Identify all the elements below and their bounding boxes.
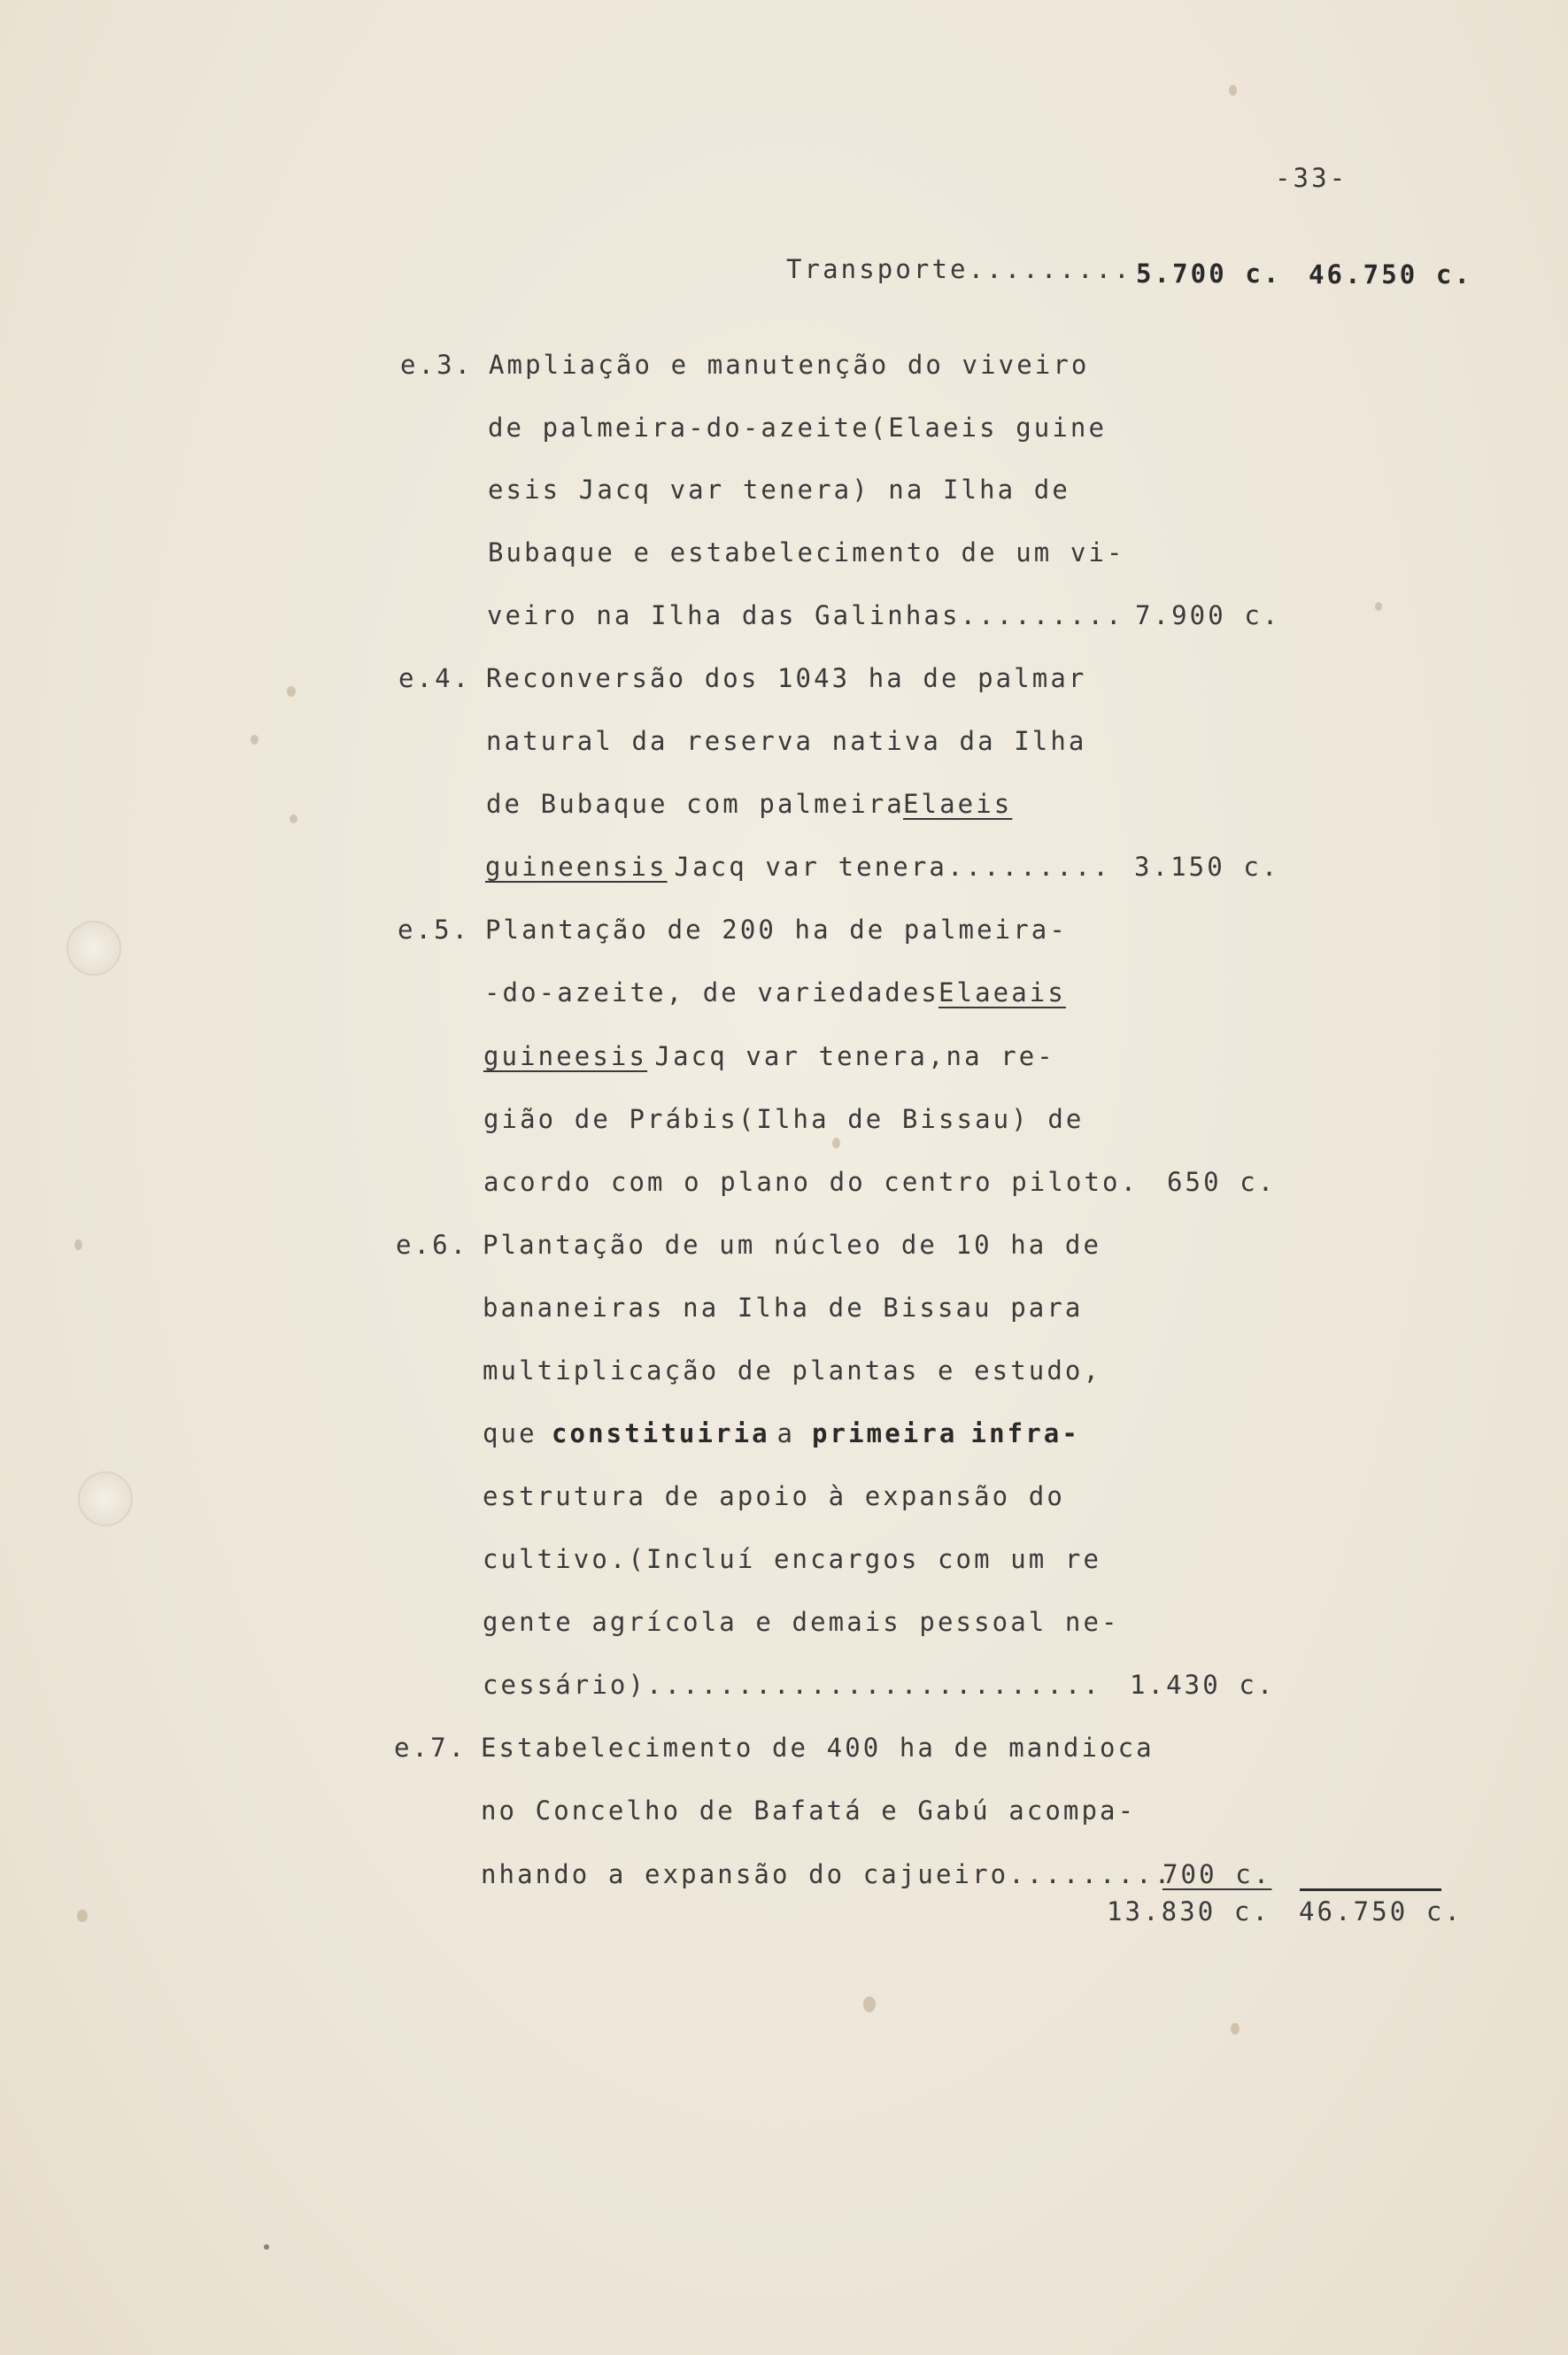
item-line: Estabelecimento de 400 ha de mandioca [481, 1733, 1155, 1763]
item-line: veiro na Ilha das Galinhas......... [487, 600, 1124, 630]
stain-spot [77, 1910, 88, 1922]
item-line: cultivo.(Incluí encargos com um re [483, 1544, 1102, 1574]
item-code: e.3. [400, 350, 474, 380]
item-line: natural da reserva nativa da Ilha [486, 726, 1087, 756]
item-amount: 1.430 c. [1130, 1670, 1276, 1700]
species-name-underlined: guineensis [485, 852, 668, 882]
punch-hole-bottom [78, 1471, 133, 1526]
item-line: Jacq var tenera,na re- [637, 1041, 1055, 1071]
stain-spot [832, 1138, 840, 1148]
item-line: multiplicação de plantas e estudo, [483, 1355, 1102, 1386]
stain-spot [863, 1996, 876, 2012]
item-code: e.6. [396, 1230, 469, 1260]
item-code: e.7. [394, 1733, 467, 1763]
item-line: -do-azeite, de variedades [484, 977, 958, 1008]
item-line: Bubaque e estabelecimento de um vi- [488, 537, 1125, 568]
stain-spot [287, 686, 296, 697]
item-amount: 7.900 c. [1135, 600, 1281, 630]
subtotal: 13.830 c. [1107, 1896, 1271, 1926]
stain-spot [1229, 85, 1237, 96]
stain-spot [1231, 2023, 1240, 2035]
bold-word: constituiria [552, 1418, 770, 1448]
stain-spot [251, 735, 259, 745]
transport-total: 46.750 c. [1309, 259, 1473, 290]
stain-spot [1375, 602, 1382, 611]
item-line: Ampliação e manutenção do viveiro [489, 350, 1090, 380]
stain-spot [74, 1239, 82, 1250]
item-line: cessário)......................... [483, 1670, 1102, 1700]
item-line: Plantação de 200 ha de palmeira- [485, 915, 1068, 945]
item-amount: 700 c. [1162, 1859, 1272, 1889]
bold-word: primeira [812, 1418, 958, 1448]
item-code: e.4. [398, 663, 472, 693]
item-line: que [483, 1418, 556, 1448]
transport-partial: 5.700 c. [1136, 259, 1282, 289]
item-line: infra- [953, 1418, 1080, 1448]
grand-total: 46.750 c. [1299, 1896, 1464, 1926]
item-line: estrutura de apoio à expansão do [483, 1481, 1065, 1511]
item-line: a [759, 1418, 814, 1448]
stain-spot [290, 815, 297, 823]
item-line: no Concelho de Bafatá e Gabú acompa- [481, 1795, 1137, 1826]
species-name-underlined: Elaeais [938, 977, 1066, 1008]
item-line: Jacq var tenera......... [656, 852, 1111, 882]
grand-total-rule [1300, 1888, 1441, 1891]
item-line: gente agrícola e demais pessoal ne- [483, 1607, 1120, 1637]
item-amount: 3.150 c. [1134, 852, 1280, 882]
item-line: Plantação de um núcleo de 10 ha de [483, 1230, 1102, 1260]
item-amount: 650 c. [1167, 1167, 1277, 1197]
species-name-underlined: Elaeis [903, 789, 1013, 819]
item-code: e.5. [398, 915, 471, 945]
item-line: de palmeira-do-azeite(Elaeis guine [488, 413, 1108, 443]
punch-hole-top [66, 921, 121, 976]
item-line: gião de Prábis(Ilha de Bissau) de [483, 1104, 1085, 1134]
stain-spot [264, 2244, 269, 2250]
item-line: bananeiras na Ilha de Bissau para [483, 1293, 1084, 1323]
item-line: de Bubaque com palmeira [486, 789, 923, 819]
species-name-underlined: guineesis [483, 1041, 648, 1071]
item-line: Reconversão dos 1043 ha de palmar [486, 663, 1087, 693]
page-number: -33- [1275, 163, 1348, 193]
item-line: acordo com o plano do centro piloto. [483, 1167, 1139, 1197]
item-line: esis Jacq var tenera) na Ilha de [488, 475, 1070, 505]
transport-label: Transporte......... [786, 254, 1132, 284]
item-line: nhando a expansão do cajueiro......... [481, 1859, 1173, 1889]
